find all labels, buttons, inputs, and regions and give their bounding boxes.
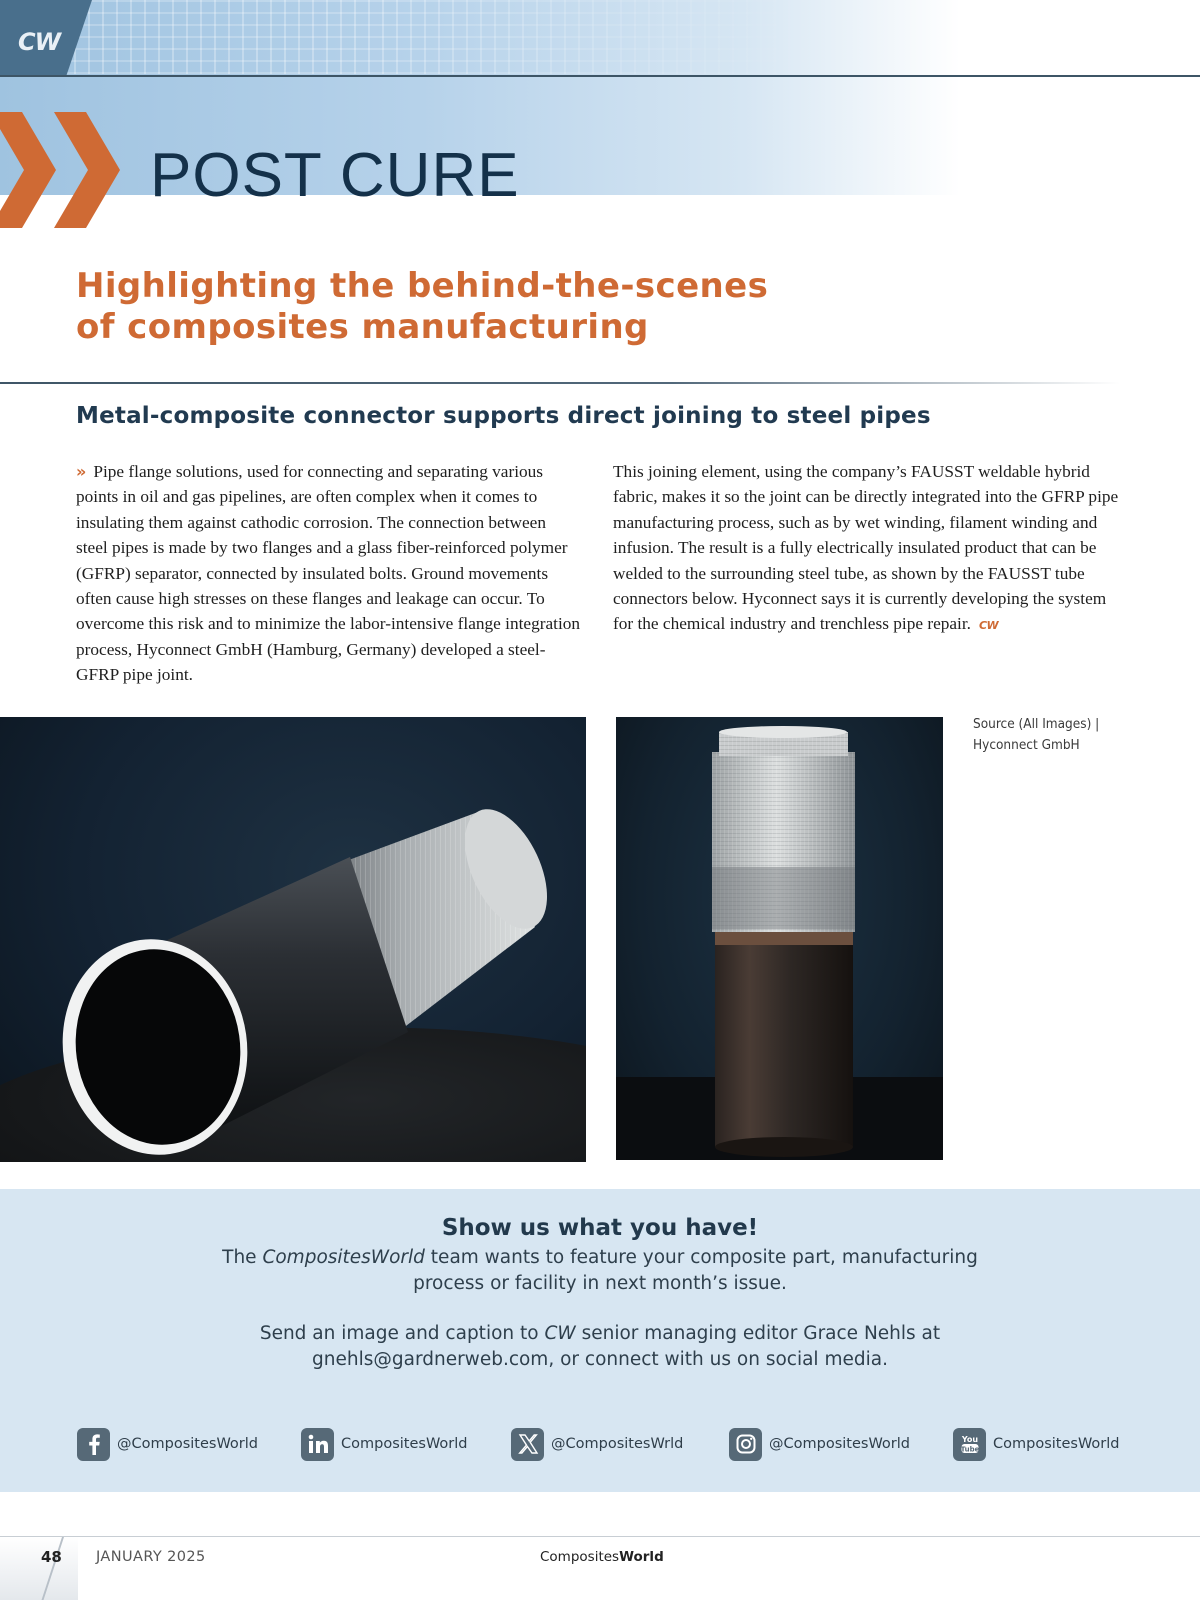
section-title: POST CURE xyxy=(150,141,520,210)
footer-brand xyxy=(540,1549,664,1565)
subtitle-line-1: Highlighting the behind-the-scenes xyxy=(76,266,769,306)
horizontal-pipe-illustration xyxy=(0,717,586,1162)
social-linkedin[interactable] xyxy=(301,1427,468,1461)
footer-brand-regular: Composites xyxy=(540,1549,620,1565)
social-handle[interactable]: @CompositesWrld xyxy=(551,1436,684,1452)
svg-text:Tube: Tube xyxy=(960,1445,979,1454)
left-column-text: Pipe flange solutions, used for connecting and separating various points in oil and gas pipelines, are often complex when it comes to insulating them against cathodic corrosion. The connection between steel pipes is made by two flanges and a glass fiber-reinforced polymer (GFRP) separator, connected by insulated bolts. Ground movements often cause high stresses on these flanges and leakage can occur. To overcome this risk and to minimize the labor-intensive flange integration process, Hyconnect GmbH (Hamburg, Germany) developed a steel-GFRP pipe joint. xyxy=(76,462,581,685)
header-rule xyxy=(0,75,1200,77)
callout-paragraph-1 xyxy=(200,1245,1000,1296)
footer-brand-bold: World xyxy=(619,1549,664,1565)
page-subtitle xyxy=(76,266,876,348)
subtitle-line-2: of composites manufacturing xyxy=(76,307,649,347)
cw-logo: CW xyxy=(18,28,61,56)
footer-rule xyxy=(0,1536,1200,1537)
social-handle[interactable]: @CompositesWorld xyxy=(769,1436,910,1452)
end-mark-icon: CW xyxy=(978,619,999,633)
svg-text:You: You xyxy=(961,1435,978,1444)
callout-p1-before: The xyxy=(222,1247,263,1268)
section-divider xyxy=(0,382,1120,384)
social-facebook[interactable] xyxy=(77,1427,258,1461)
double-chevron-icon xyxy=(0,112,130,232)
callout-p2-magazine: CW xyxy=(544,1323,576,1344)
photo-credit-line-2: Hyconnect GmbH xyxy=(973,737,1080,753)
page-number: 48 xyxy=(41,1548,62,1566)
social-x[interactable] xyxy=(511,1427,683,1461)
photo-vertical-connector xyxy=(616,717,943,1160)
social-instagram[interactable] xyxy=(729,1427,910,1461)
article-heading: Metal-composite connector supports direct joining to steel pipes xyxy=(76,403,931,429)
right-column-text: This joining element, using the company’s FAUSST weldable hybrid fabric, makes it so the joint can be directly integrated into the GFRP pipe manufacturing process, such as by wet winding, filament winding and infusion. The result is a fully electrically insulated product that can be welded to the surrounding steel tube, as shown by the FAUSST tube connectors below. Hyconnect says it is currently developing the system for the chemical industry and trenchless pipe repair. xyxy=(613,462,1119,634)
article-column-left xyxy=(76,459,581,688)
article-column-right xyxy=(613,459,1128,639)
callout-title: Show us what you have! xyxy=(441,1215,759,1241)
callout-paragraph-2 xyxy=(200,1321,1000,1372)
callout-p2-before: Send an image and caption to xyxy=(259,1323,545,1344)
callout-p1-after: team wants to feature your composite part, manufacturing process or facility in next month’s issue. xyxy=(413,1247,978,1294)
youtube-icon[interactable] xyxy=(953,1428,986,1461)
social-handle[interactable]: CompositesWorld xyxy=(341,1436,468,1452)
header-pattern xyxy=(60,0,840,74)
lead-chevron-icon: » xyxy=(76,462,85,481)
issue-date: JANUARY 2025 xyxy=(96,1549,206,1565)
callout-p2-after: senior managing editor Grace Nehls at gnehls@gardnerweb.com, or connect with us on social media. xyxy=(312,1323,941,1370)
linkedin-icon[interactable] xyxy=(301,1428,334,1461)
footer-corner xyxy=(0,1537,78,1600)
social-handle[interactable]: CompositesWorld xyxy=(993,1436,1120,1452)
x-icon[interactable] xyxy=(511,1428,544,1461)
facebook-icon[interactable] xyxy=(77,1428,110,1461)
photo-credit-line-1: Source (All Images) | xyxy=(973,716,1100,732)
vertical-pipe-illustration xyxy=(616,717,943,1160)
social-handle[interactable]: @CompositesWorld xyxy=(117,1436,258,1452)
photo-credit xyxy=(973,714,1153,756)
callout-p1-magazine: CompositesWorld xyxy=(262,1247,425,1268)
instagram-icon[interactable] xyxy=(729,1428,762,1461)
social-youtube[interactable] xyxy=(953,1427,1120,1461)
photo-horizontal-connector xyxy=(0,717,586,1162)
